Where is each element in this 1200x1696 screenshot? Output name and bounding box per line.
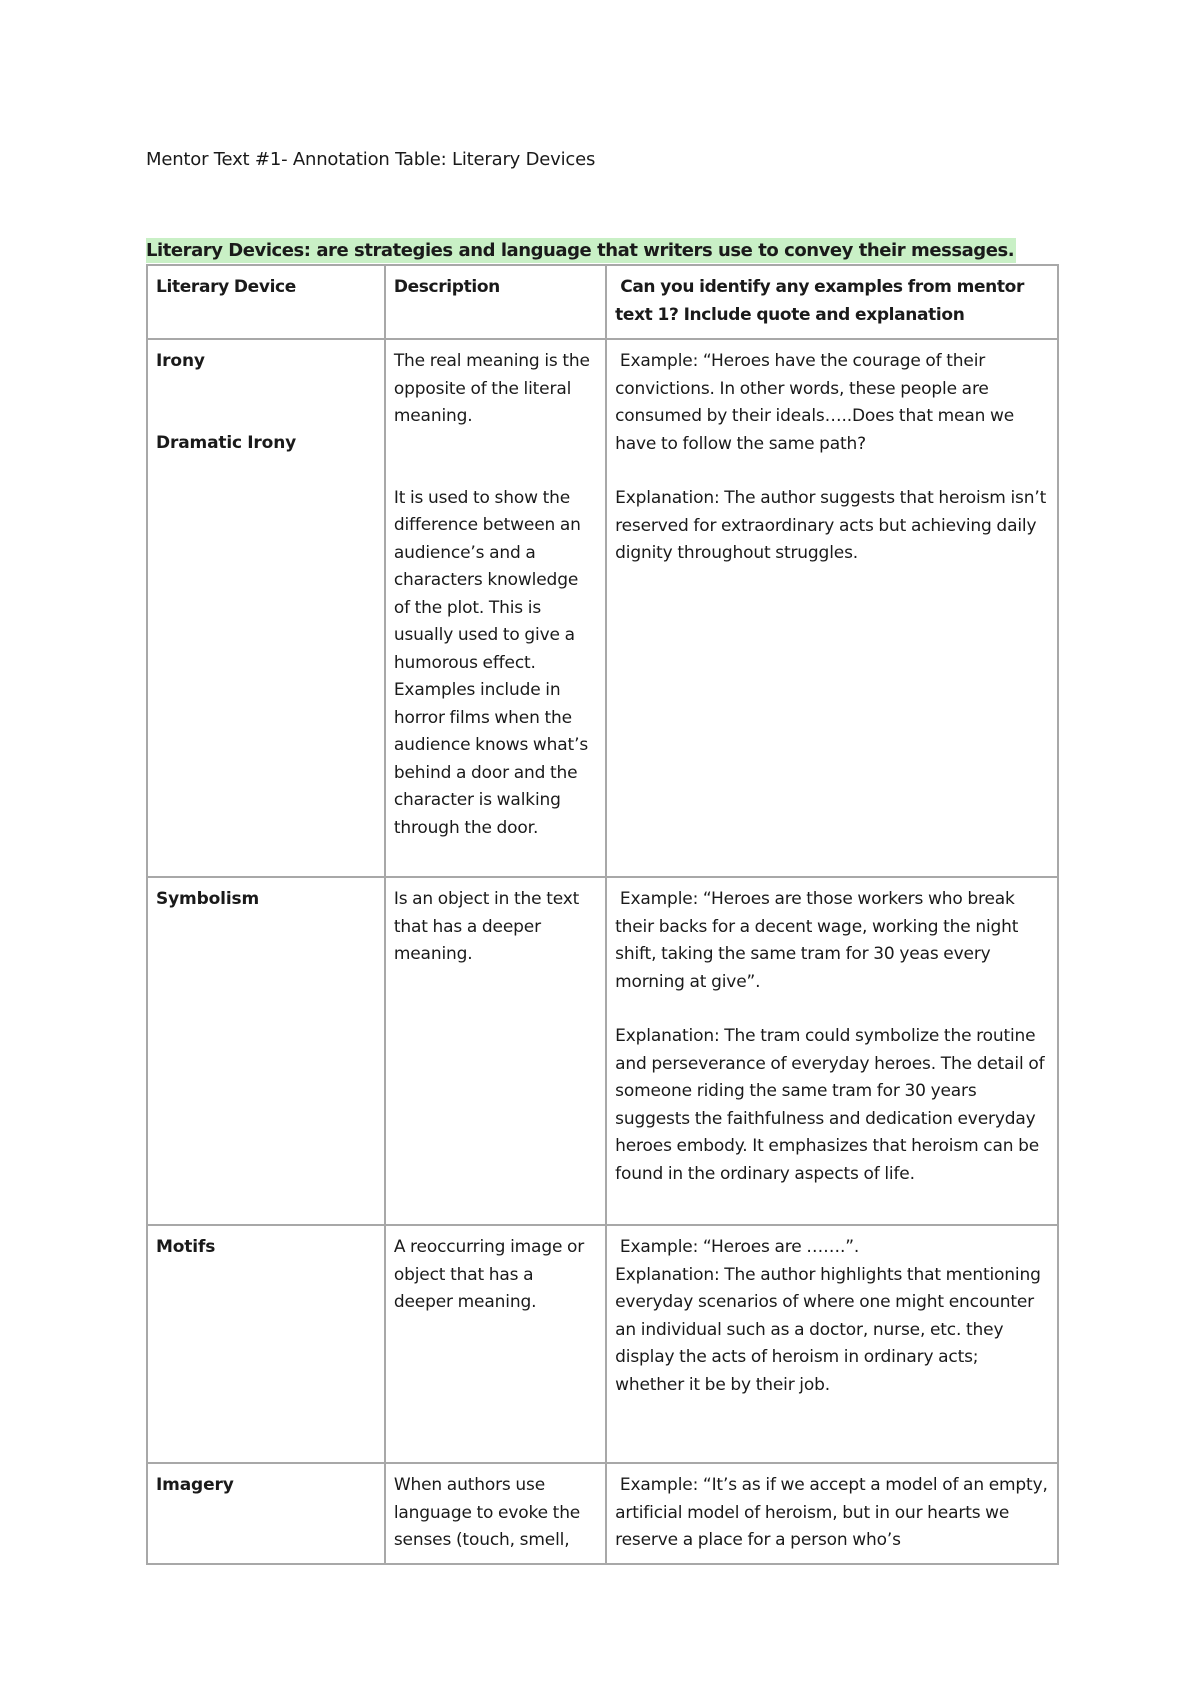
- description-text: The real meaning is the opposite of the literal meaning.: [393, 351, 590, 426]
- header-examples: Can you identify any examples from mentor text 1? Include quote and explanation: [606, 265, 1058, 339]
- example-cell: [606, 1225, 1058, 1463]
- description-cell: [385, 1225, 606, 1463]
- device-cell: [147, 877, 385, 1225]
- device-name: Motifs: [156, 1237, 216, 1257]
- header-description: Description: [385, 265, 606, 339]
- device-name: Dramatic Irony: [156, 432, 297, 453]
- highlighted-definition: Literary Devices: are strategies and language that writers use to convey their messages.: [146, 240, 1015, 261]
- table-row: [147, 1225, 1058, 1463]
- table-row: [147, 339, 1058, 877]
- description-text: It is used to show the difference between an audience’s and a characters knowledge of the plot. This is usually used to give a humorous effect. Examples include in horror films when the audience knows what’s behind a door and the character is walking through the door.: [393, 487, 589, 838]
- device-cell: [147, 1225, 385, 1463]
- device-cell: [147, 339, 385, 877]
- description-text: A reoccurring image or object that has a deeper meaning.: [393, 1237, 585, 1312]
- description-cell: [385, 339, 606, 877]
- document-title: Mentor Text #1- Annotation Table: Literary Devices: [146, 149, 596, 170]
- device-name: Symbolism: [156, 889, 260, 909]
- device-cell: [147, 1463, 385, 1564]
- table-row: [147, 1463, 1058, 1564]
- description-cell: [385, 877, 606, 1225]
- example-text: Example: “It’s as if we accept a model of an empty, artificial model of heroism, but in our hearts we reserve a place for a person who’s: [615, 1475, 1053, 1550]
- device-name: Imagery: [156, 1475, 234, 1495]
- example-cell: [606, 1463, 1058, 1564]
- description-text: When authors use language to evoke the senses (touch, smell,: [393, 1475, 581, 1550]
- explanation-text: Explanation: The tram could symbolize the routine and perseverance of everyday heroes. The detail of someone riding the same tram for 30 years suggests the faithfulness and dedication everyday heroes embody. It emphasizes that heroism can be found in the ordinary aspects of life.: [615, 1026, 1045, 1184]
- table-row: [147, 877, 1058, 1225]
- explanation-text: Explanation: The author highlights that mentioning everyday scenarios of where one might encounter an individual such as a doctor, nurse, etc. they display the acts of heroism in ordinary acts; whether it be by their job.: [615, 1264, 1041, 1395]
- example-text: Example: “Heroes are those workers who break their backs for a decent wage, working the night shift, taking the same tram for 30 yeas every morning at give”.: [615, 889, 1024, 992]
- example-text: Example: “Heroes have the courage of their convictions. In other words, these people are consumed by their ideals…..Does that mean we have to follow the same path?: [615, 351, 1019, 454]
- description-text: Is an object in the text that has a deeper meaning.: [393, 889, 580, 964]
- device-name: Irony: [156, 351, 205, 371]
- example-cell: [606, 877, 1058, 1225]
- literary-devices-table: [146, 264, 1059, 1565]
- description-cell: [385, 1463, 606, 1564]
- table-header-row: [147, 265, 1058, 339]
- explanation-text: Explanation: The author suggests that heroism isn’t reserved for extraordinary acts but achieving daily dignity throughout struggles.: [615, 488, 1047, 563]
- example-cell: [606, 339, 1058, 877]
- header-literary-device: Literary Device: [147, 265, 385, 339]
- example-text: Example: “Heroes are …….”.: [615, 1237, 860, 1257]
